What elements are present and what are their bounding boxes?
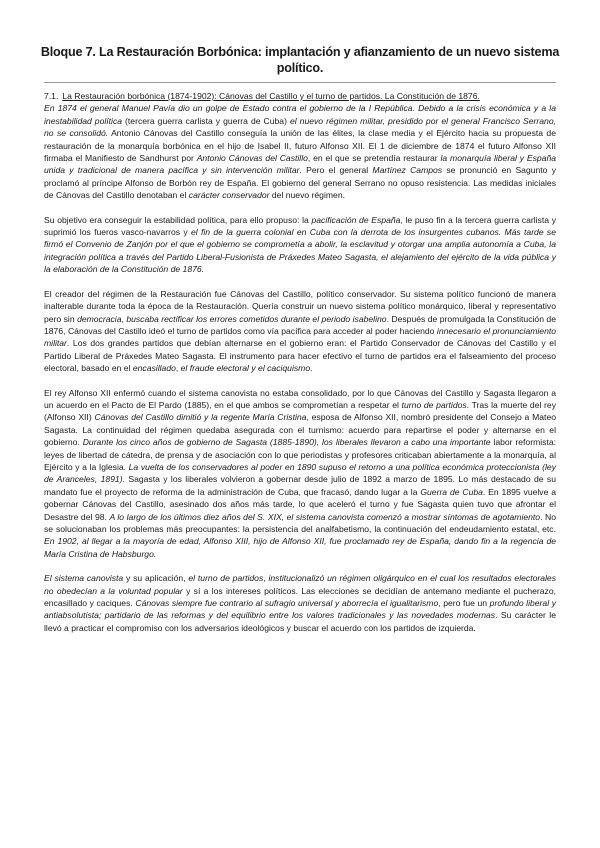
document-title: Bloque 7. La Restauración Borbónica: implantación y afianzamiento de un nuevo sistema político. <box>40 45 560 75</box>
text-run: . <box>310 363 313 374</box>
text-run: , pero fue un <box>438 598 490 609</box>
text-run: , <box>175 363 181 374</box>
italic-run: carácter conservador <box>188 190 270 201</box>
italic-run: Antonio Cánovas del Castillo <box>196 153 308 164</box>
text-run: Su objetivo era conseguir la estabilidad política, para ello propuso: la <box>44 214 312 225</box>
italic-run: Cánovas del Castillo dimitió y la regente María Cristina <box>94 412 307 423</box>
text-run: . No se solucionaban los problemas más preocupantes: la persistencia del analfabetismo, la continuación del endeudamiento estatal, etc. <box>44 511 556 534</box>
text-run: El creador del régimen de la Restauración fue Cánovas del Castillo, político conservador. Su sistema político funcionó de manera inalterable durante toda la época de la Restauración. Quería construir un nuevo sistema político monárquico, liberal y representativo pero sin <box>44 288 556 324</box>
text-run: , en el que se pretendía restaurar <box>307 153 441 164</box>
italic-run: la monarquía liberal y España unida y tradicional de manera pacífica y sin intervención militar <box>44 153 557 176</box>
text-run: , <box>263 573 269 584</box>
title-divider <box>44 82 556 83</box>
paragraph <box>44 214 556 276</box>
italic-run: encasillado <box>132 363 176 374</box>
text-run: del nuevo régimen. <box>269 190 345 201</box>
italic-run: Guerra de Cuba <box>420 486 483 497</box>
text-run: . Tras la muerte del rey (Alfonso XII) <box>44 399 556 423</box>
italic-run: Martínez Campos <box>372 165 443 176</box>
italic-run: turno de partidos <box>401 399 467 410</box>
italic-run: El sistema canovista <box>44 573 124 584</box>
text-run: , esposa de Alfonso XII, nombró presidente del Consejo a Mateo Sagasta. La continuidad del régimen quedaba asegurada con el turnismo: acuerdo para repartirse el poder y alternarse en el gobierno. <box>44 412 557 448</box>
text-run: . Los dos grandes partidos que debían alternarse en el gobierno eran: el Partido Conservador de Cánovas del Castillo y el Partido Liberal de Práxedes Mateo Sagasta. El instrumento para hacer efectivo el turno de partidos era el falseamiento del proceso electoral, basado en el <box>44 338 556 374</box>
text-run: Sagasta y los liberales volvieron a gobernar desde julio de 1892 a marzo de 1895. Lo más destacado de su mandato fue el proyecto de reforma de la administración de Cuba, que fracasó, dando lugar a la <box>44 474 556 497</box>
italic-run: A lo largo de los últimos diez años del S. XIX, el sistema canovista comenzó a mostrar síntomas de agotamiento <box>109 511 541 522</box>
italic-run: buscaba rectificar los errores cometidos durante el periodo isabelino <box>126 313 387 324</box>
text-run: . En 1895 vuelve a gobernar Cánovas del Castillo, asesinado dos años más tarde, lo que aceleró el turno y fue Sagasta quien tuvo que afrontar el Desastre del 98. <box>44 486 556 522</box>
text-run: . Pero el general <box>299 165 373 176</box>
text-run: , <box>121 313 127 324</box>
section-heading <box>44 90 556 102</box>
italic-run: La vuelta de los conservadores al poder en 1890 supuso el retorno a una política económica proteccionista (ley de Aranceles, 1891). <box>44 461 556 485</box>
document-body <box>44 90 556 646</box>
italic-run: el fin de la guerra colonial en Cuba con la derrota de los insurgentes cubanos. Más tarde se firmó el Convenio de Zanjón por el que el gobierno se comprometía a abolir, la esclavitud y otorgar una amplia autonomía a Cuba, la integración política a través del Partido Liberal-Fusionista de Práxedes Mateo Sagasta, el alejamiento del ejército de la vida pública y la elaboración de la Constitución de 1876. <box>44 227 557 275</box>
text-run: , le puso fin a la tercera guerra carlista y suprimió los fueros vasco-navarros y <box>44 214 556 238</box>
text-run: El rey Alfonso XII enfermó cuando el sistema canovista no estaba consolidado, por lo que Cánovas del Castillo y Sagasta llegaron a un acuerdo en el Pacto de El Pardo (1885), en el que ambos se comprometían a respetar el <box>44 387 556 410</box>
text-run: . Su carácter le llevó a practicar el compromiso con los adversarios ideológicos y buscar el acuerdo con los partidos de izquierda. <box>44 610 556 633</box>
paragraph <box>44 572 556 634</box>
italic-run: En 1902, al llegar a la mayoría de edad, Alfonso XIII, hijo de Alfonso XII, fue proclamado rey de España, dando fin a la regencia de María Cristina de Habsburgo. <box>44 536 556 559</box>
text-run: y sí a los intereses políticos. Las elecciones se decidían de antemano mediante el pucherazo, encasillado y caciques. <box>44 585 557 609</box>
italic-run: innecesario el pronunciamiento militar <box>44 325 557 349</box>
text-run: se pronunció en Sagunto y proclamó al príncipe Alfonso de Borbón rey de España. El gobierno del general Serrano no opuso resistencia. Las medidas iniciales de Cánovas del Castillo denotaban el <box>44 165 556 201</box>
paragraph <box>44 102 556 201</box>
italic-run: el fraude electoral y el caciquismo <box>180 363 311 374</box>
text-run: . Después de promulgada la Constitución de 1876, Cánovas del Castillo ideó el turno de partidos como vía pacífica para acceder al poder haciendo <box>44 313 556 336</box>
italic-run: democracia <box>77 313 122 324</box>
text-run: y su aplicación, <box>123 573 189 584</box>
section-number: 7.1. <box>44 91 59 101</box>
italic-run: institucionalizó un régimen oligárquico en el cual los resultados electorales no obedecían a la voluntad popular <box>44 573 556 596</box>
section-heading-text: La Restauración borbónica (1874-1902): Cánovas del Castillo y el turno de partidos. La Constitución de 1876. <box>62 91 480 101</box>
italic-run: profundo liberal y antiabsolutista; partidario de las reformas y del equilibrio entre los valores tradicionales y las novedades modernas <box>44 598 556 621</box>
paragraph <box>44 387 556 561</box>
text-run: labor reformista: leyes de libertad de cátedra, de prensa y de asociación con lo que periodistas y profesores criticaban abiertamente a la monarquía, al Ejército y a la Iglesia. <box>44 437 556 472</box>
italic-run: Durante los cinco años de gobierno de Sagasta (1885-1890), los liberales llevaron a cabo una importante <box>82 437 491 448</box>
italic-run: el nuevo régimen militar, presidido por el general Francisco Serrano, no se consolidó. <box>44 115 556 139</box>
text-run: Antonio Cánovas del Castillo conseguía la unión de las élites, la clase media y el Ejército hacia su propuesta de restauración de la monarquía borbónica en el hijo de Isabel II, futuro Alfonso XII. El 1 de diciembre de 1874 el futuro Alfonso XII firmaba el Manifiesto de Sandhurst por <box>44 128 556 164</box>
paragraph <box>44 288 556 375</box>
text-run: (tercera guerra carlista y guerra de Cuba) <box>122 115 290 126</box>
italic-run: Cánovas siempre fue contrario al sufragio universal y aborrecía el igualitarismo <box>135 598 439 609</box>
italic-run: el turno de partidos <box>188 573 264 584</box>
italic-run: En 1874 el general Manuel Pavía dio un golpe de Estado contra el gobierno de la I República. Debido a la crisis económica y a la inestabilidad política <box>44 103 556 126</box>
italic-run: pacificación de España <box>311 214 401 225</box>
